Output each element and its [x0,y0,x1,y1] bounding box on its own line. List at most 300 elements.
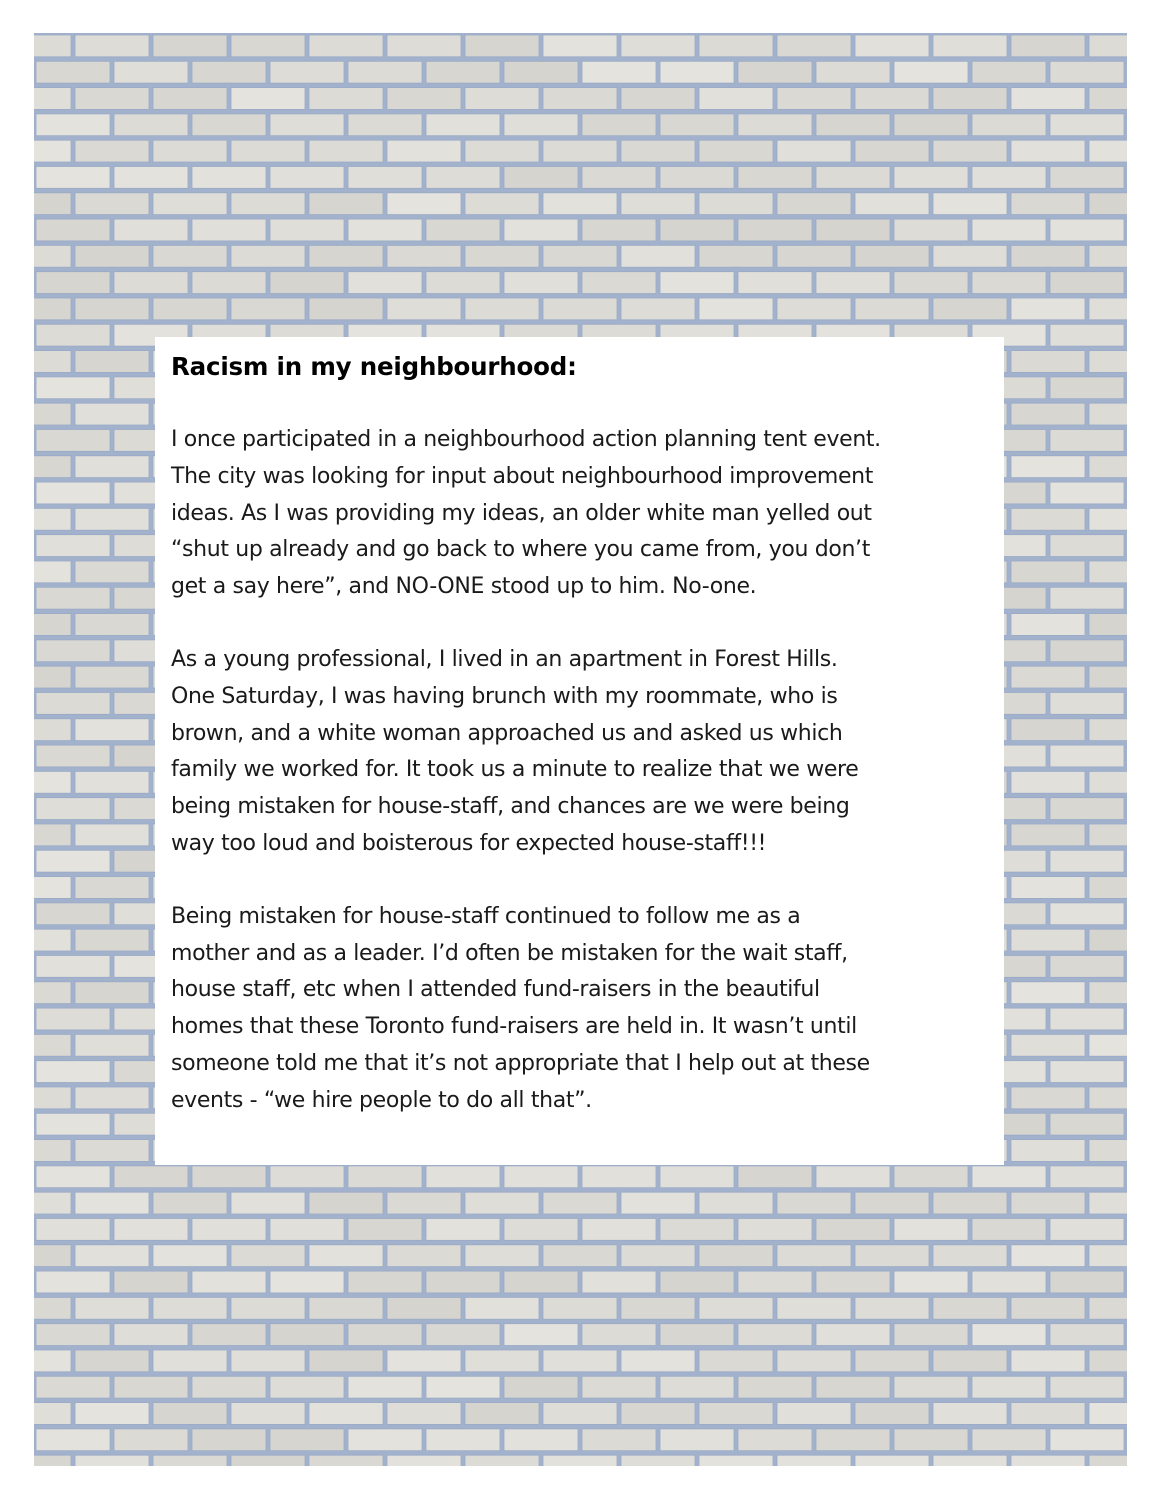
brick [34,982,71,1004]
brick [34,666,71,688]
brick [348,1324,422,1346]
brick [1050,324,1124,346]
brick [465,1455,539,1466]
brick [543,1455,617,1466]
paragraph-line: being mistaken for house-staff, and chances are we were being [171,794,850,820]
brick [816,61,890,83]
brick [582,1324,656,1346]
brick [426,272,500,294]
text-panel [155,337,1004,1165]
brick [699,245,773,267]
brick [1011,561,1085,583]
brick [777,1455,851,1466]
brick [153,1350,227,1372]
brick [114,1271,188,1293]
brick [192,114,266,136]
brick [309,140,383,162]
paragraph-line: events - “we hire people to do all that”. [171,1087,592,1113]
brick [621,1403,695,1425]
paragraph-line: family we worked for. It took us a minute to realize that we were [171,757,859,783]
brick [192,167,266,189]
brick [1089,351,1127,373]
brick [153,193,227,215]
brick [855,1245,929,1267]
brick [543,1297,617,1319]
brick [1089,1192,1127,1214]
brick [1089,771,1127,793]
brick [738,1324,812,1346]
brick [192,61,266,83]
brick [1089,1245,1127,1267]
brick [1089,1140,1127,1162]
brick [1050,1271,1124,1293]
brick [933,1350,1007,1372]
brick [660,219,734,241]
brick [777,193,851,215]
paragraph-line: I once participated in a neighbourhood action planning tent event. [171,427,881,452]
brick [660,1219,734,1241]
brick [855,298,929,320]
brick [699,140,773,162]
brick [621,35,695,57]
brick [621,1245,695,1267]
brick [1089,456,1127,478]
brick [34,1034,71,1056]
brick [426,1324,500,1346]
brick [1050,903,1124,925]
brick [738,272,812,294]
brick [1089,508,1127,530]
brick [1011,88,1085,110]
brick [621,1455,695,1466]
brick [621,88,695,110]
brick [231,1245,305,1267]
brick [660,1376,734,1398]
brick [192,1271,266,1293]
brick [1089,666,1127,688]
brick [75,877,149,899]
brick [270,1219,344,1241]
brick [36,377,110,399]
brick [36,219,110,241]
brick [114,1166,188,1188]
brick [34,1140,71,1162]
panel-title: Racism in my neighbourhood: [171,352,577,381]
brick [816,1271,890,1293]
brick [153,35,227,57]
brick [426,167,500,189]
brick [75,824,149,846]
brick [777,245,851,267]
brick [1011,35,1085,57]
brick [699,1297,773,1319]
brick [36,1324,110,1346]
brick [309,88,383,110]
brick [34,1297,71,1319]
brick [894,61,968,83]
brick [933,193,1007,215]
brick [309,245,383,267]
brick [348,1219,422,1241]
brick [894,272,968,294]
brick [504,1271,578,1293]
brick [34,877,71,899]
brick [348,219,422,241]
brick [34,1350,71,1372]
brick [933,298,1007,320]
brick [387,1297,461,1319]
brick [465,1350,539,1372]
brick [309,1350,383,1372]
brick [36,167,110,189]
brick [582,1271,656,1293]
brick [1050,1219,1124,1241]
brick [933,1297,1007,1319]
brick [933,140,1007,162]
brick [738,1166,812,1188]
brick [153,88,227,110]
brick [621,193,695,215]
brick [1011,1245,1085,1267]
brick [621,1350,695,1372]
brick [777,1192,851,1214]
brick [699,1192,773,1214]
brick [348,1376,422,1398]
brick [1089,929,1127,951]
brick [387,35,461,57]
brick [114,61,188,83]
brick [699,193,773,215]
brick [465,88,539,110]
brick [465,193,539,215]
paragraph-line: house staff, etc when I attended fund-raisers in the beautiful [171,977,820,1003]
brick [75,456,149,478]
brick [816,272,890,294]
brick [738,61,812,83]
brick [1050,1166,1124,1188]
brick [270,61,344,83]
brick [855,1192,929,1214]
brick [1011,877,1085,899]
brick [36,61,110,83]
brick [75,666,149,688]
brick [1050,114,1124,136]
brick [855,1455,929,1466]
brick [114,1219,188,1241]
brick [75,1245,149,1267]
brick [1011,1140,1085,1162]
brick [1011,245,1085,267]
brick [1050,219,1124,241]
brick [34,508,71,530]
brick [34,561,71,583]
brick [36,1271,110,1293]
brick [504,1219,578,1241]
brick [1011,140,1085,162]
brick [1050,1113,1124,1135]
brick [816,167,890,189]
brick [738,1429,812,1451]
brick [75,561,149,583]
brick [1011,1297,1085,1319]
brick [231,193,305,215]
brick [582,167,656,189]
brick [34,1192,71,1214]
brick [816,1324,890,1346]
brick [660,1166,734,1188]
brick [777,1403,851,1425]
brick [465,140,539,162]
brick [1011,1192,1085,1214]
brick [1089,88,1127,110]
brick [465,245,539,267]
brick [504,1324,578,1346]
brick [1011,614,1085,636]
brick [1011,719,1085,741]
brick [1089,982,1127,1004]
brick [309,1297,383,1319]
brick [582,114,656,136]
brick [34,245,71,267]
brick [75,1140,149,1162]
brick [1050,377,1124,399]
brick [348,114,422,136]
brick [543,88,617,110]
brick [114,167,188,189]
brick [699,1455,773,1466]
brick [75,614,149,636]
brick [894,1324,968,1346]
brick [231,1297,305,1319]
brick [36,1376,110,1398]
brick [582,1166,656,1188]
brick [1089,35,1127,57]
brick [777,35,851,57]
brick [1050,1376,1124,1398]
paragraph-line: brown, and a white woman approached us and asked us which [171,720,843,746]
brick [426,114,500,136]
brick [270,167,344,189]
brick [504,1376,578,1398]
brick [348,61,422,83]
brick [36,430,110,452]
brick [855,1403,929,1425]
brick [543,1403,617,1425]
brick [34,824,71,846]
brick [465,35,539,57]
brick [465,298,539,320]
brick [699,1245,773,1267]
brick [192,219,266,241]
brick [933,1455,1007,1466]
brick [153,245,227,267]
brick [348,1271,422,1293]
brick [816,114,890,136]
brick [192,1219,266,1241]
brick [543,245,617,267]
brick [231,1192,305,1214]
brick [387,1245,461,1267]
brick [75,1350,149,1372]
brick [621,1297,695,1319]
brick [231,88,305,110]
brick [426,1376,500,1398]
brick [114,272,188,294]
brick [309,193,383,215]
paragraph-3 [171,899,990,1120]
brick [34,1455,71,1466]
brick [972,61,1046,83]
brick [309,1455,383,1466]
brick [36,745,110,767]
brick [1089,719,1127,741]
brick [621,245,695,267]
brick [34,614,71,636]
brick [1089,403,1127,425]
brick [972,114,1046,136]
brick [192,1429,266,1451]
brick [543,1245,617,1267]
brick [972,1429,1046,1451]
brick [34,1087,71,1109]
brick [34,298,71,320]
brick [1011,1034,1085,1056]
brick [75,88,149,110]
brick [34,1403,71,1425]
brick [933,1245,1007,1267]
brick [777,1297,851,1319]
brick [621,298,695,320]
brick [114,1429,188,1451]
brick [1050,1429,1124,1451]
brick [75,351,149,373]
brick [75,298,149,320]
brick [504,272,578,294]
brick [36,1008,110,1030]
brick [1011,771,1085,793]
brick [894,167,968,189]
brick [153,1455,227,1466]
paragraph-2 [171,642,990,863]
brick [387,298,461,320]
brick [699,298,773,320]
brick [543,298,617,320]
brick [816,219,890,241]
brick [1011,1455,1085,1466]
brick [855,140,929,162]
brick [1089,614,1127,636]
brick [1011,929,1085,951]
brick [231,245,305,267]
brick [660,114,734,136]
brick [36,1429,110,1451]
brick [1011,1403,1085,1425]
brick [582,1429,656,1451]
brick [231,1403,305,1425]
brick [114,1376,188,1398]
brick [504,219,578,241]
brick [1011,351,1085,373]
brick [34,403,71,425]
brick [777,298,851,320]
brick [75,245,149,267]
brick [34,929,71,951]
brick [855,1350,929,1372]
brick [543,35,617,57]
brick [816,1429,890,1451]
paragraph-line: someone told me that it’s not appropriate that I help out at these [171,1050,870,1076]
brick [153,1403,227,1425]
brick [933,88,1007,110]
brick [1050,640,1124,662]
brick [972,272,1046,294]
brick [426,61,500,83]
brick [36,587,110,609]
brick [582,1219,656,1241]
brick [309,298,383,320]
brick [1089,298,1127,320]
brick [972,167,1046,189]
brick [231,298,305,320]
brick [777,1245,851,1267]
brick [1089,140,1127,162]
brick [348,1166,422,1188]
brick [36,1166,110,1188]
brick [1050,167,1124,189]
paragraph-line: get a say here”, and NO-ONE stood up to him. No-one. [171,574,757,600]
paragraph-line: way too loud and boisterous for expected house-staff!!! [171,830,767,856]
brick [777,140,851,162]
brick [36,114,110,136]
brick [231,1455,305,1466]
brick [270,1376,344,1398]
brick [465,1192,539,1214]
brick [972,1219,1046,1241]
brick [1011,508,1085,530]
brick [699,35,773,57]
brick [699,88,773,110]
paragraph-1 [171,422,990,606]
brick [1011,1350,1085,1372]
brick [75,403,149,425]
brick [36,693,110,715]
brick [504,1166,578,1188]
brick [1050,587,1124,609]
brick [699,1403,773,1425]
brick [777,88,851,110]
brick [1089,561,1127,583]
brick [75,1297,149,1319]
brick [1011,1087,1085,1109]
brick [465,1245,539,1267]
brick [543,1192,617,1214]
brick [660,167,734,189]
brick [894,219,968,241]
paragraph-line: “shut up already and go back to where you came from, you don’t [171,537,870,563]
brick [387,245,461,267]
brick [231,35,305,57]
brick [153,1245,227,1267]
brick [894,1219,968,1241]
brick [504,114,578,136]
paragraph-line: homes that these Toronto fund-raisers are held in. It wasn’t until [171,1014,857,1040]
brick [972,1271,1046,1293]
brick [855,88,929,110]
brick [738,219,812,241]
brick [1050,745,1124,767]
brick [972,1376,1046,1398]
brick [192,1166,266,1188]
